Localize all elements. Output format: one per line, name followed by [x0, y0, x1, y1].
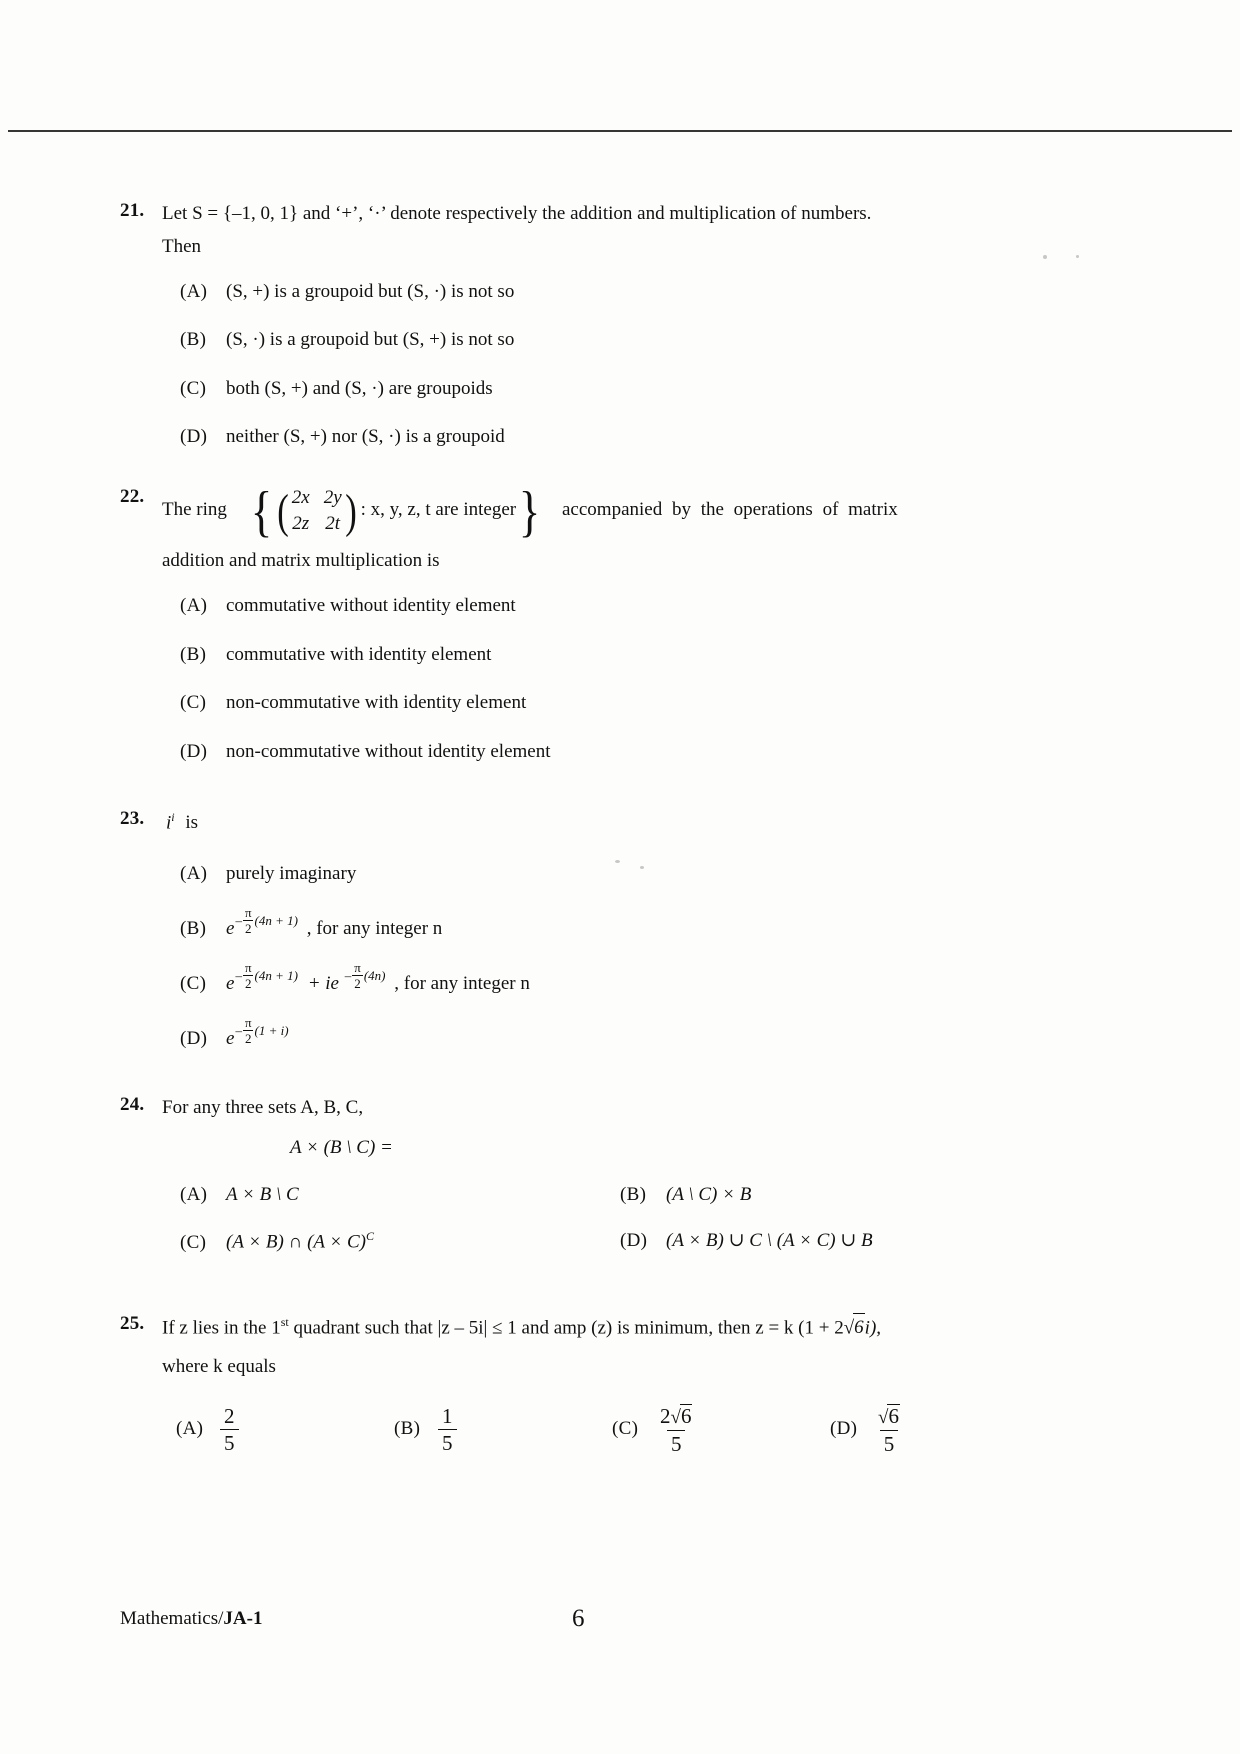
stem-base: i — [166, 812, 172, 834]
option-text — [226, 1227, 600, 1257]
option-label: (C) — [180, 973, 207, 995]
option-label: (B) — [620, 1183, 647, 1205]
sqrt-icon: √ — [670, 1407, 681, 1429]
option-d[interactable] — [620, 1227, 1040, 1257]
option-c[interactable] — [180, 375, 1040, 404]
option-a[interactable] — [176, 1404, 386, 1455]
sqrt-radicand: 6 — [680, 1404, 692, 1429]
question-number: 21. — [120, 200, 145, 221]
sqrt-radicand: 6 — [888, 1404, 899, 1429]
option-label: (D) — [830, 1418, 858, 1440]
options-list — [180, 278, 1040, 452]
stem-exponent: i — [171, 810, 175, 825]
option-label: (A) — [180, 595, 208, 617]
scan-speck — [1076, 255, 1079, 258]
option-label: (D) — [180, 740, 208, 762]
stem-part-2: quadrant such that |z – 5i| ≤ 1 and amp (z) is minimum, then z = k (1 + 2 — [288, 1317, 844, 1339]
option-text: both (S, +) and (S, ·) are groupoids — [226, 377, 493, 399]
matrix-cell-r2c2: 2t — [325, 512, 341, 534]
fraction-denominator: 5 — [880, 1430, 899, 1455]
euler-base: e — [226, 917, 235, 939]
option-text: non-commutative without identity element — [226, 740, 551, 762]
exponent-sign: – — [235, 967, 242, 983]
fraction-numerator: 1 — [442, 1404, 453, 1429]
complement-superscript: C — [365, 1229, 374, 1244]
option-label: (D) — [620, 1230, 648, 1252]
exponent-sign: – — [235, 912, 242, 928]
question-stem-line2: addition and matrix multiplication is — [162, 550, 440, 572]
fraction-numerator: π — [354, 959, 361, 975]
questions-container — [120, 200, 1040, 1485]
option-label: (B) — [180, 329, 207, 351]
sqrt-icon: √ — [843, 1317, 855, 1339]
euler-base: e — [226, 972, 235, 994]
matrix-cell-r1c2: 2y — [323, 486, 342, 508]
question-number: 25. — [120, 1313, 145, 1335]
page-number: 6 — [572, 1605, 585, 1632]
option-a[interactable] — [180, 860, 1040, 889]
matrix-cell-r2c1: 2z — [292, 512, 310, 534]
sqrt-icon: √ — [878, 1407, 889, 1429]
option-label: (A) — [180, 863, 208, 885]
exponent-group: (1 + i) — [254, 1022, 289, 1038]
options-grid — [180, 1181, 1040, 1257]
option-label: (C) — [612, 1418, 639, 1440]
matrix-2x2 — [292, 486, 342, 536]
option-text: A × B \ C — [226, 1183, 299, 1205]
scan-speck — [1043, 255, 1047, 259]
fraction-denominator: 2 — [244, 1030, 252, 1046]
question-24 — [120, 1094, 1040, 1257]
options-list — [180, 592, 1040, 766]
fraction-value — [656, 1404, 696, 1455]
footer-subject — [120, 1608, 262, 1630]
option-b[interactable] — [620, 1181, 1040, 1210]
exponent — [235, 906, 298, 935]
exponent-fraction — [243, 1016, 254, 1045]
option-text — [226, 959, 1040, 999]
euler-base: e — [226, 1027, 235, 1049]
question-23 — [120, 808, 1040, 1054]
question-22 — [120, 480, 1040, 766]
option-text: (A × B) ∪ C \ (A × C) ∪ B — [666, 1230, 873, 1252]
option-label: (D) — [180, 426, 208, 448]
exponential-expression — [226, 959, 298, 999]
option-text — [226, 1014, 1040, 1054]
exponent — [345, 961, 386, 990]
ordinal-superscript: st — [280, 1315, 289, 1330]
option-label: (A) — [180, 280, 208, 302]
option-tail-text: , for any integer n — [306, 917, 443, 939]
option-text — [226, 904, 1040, 944]
option-label: (D) — [180, 1028, 208, 1050]
matrix-condition: : x, y, z, t are integer — [360, 499, 517, 521]
option-text: commutative with identity element — [226, 643, 492, 665]
option-label: (B) — [394, 1418, 421, 1440]
option-b[interactable] — [180, 904, 1040, 944]
option-d[interactable] — [180, 738, 1040, 767]
expression-join: + ie — [307, 972, 339, 994]
option-tail-text: , for any integer n — [394, 972, 530, 994]
option-text: commutative without identity element — [226, 595, 516, 617]
question-stem-prefix: The ring — [162, 499, 227, 521]
fraction-denominator: 5 — [667, 1430, 686, 1455]
question-21 — [120, 200, 1040, 452]
exponent — [235, 961, 298, 990]
fraction-denominator: 5 — [438, 1429, 457, 1454]
exponential-expression-2 — [344, 959, 386, 999]
question-number: 24. — [120, 1093, 145, 1115]
exponent — [235, 1016, 288, 1045]
option-label: (B) — [180, 918, 207, 940]
question-stem: Let S = {–1, 0, 1} and ‘+’, ‘·’ denote respectively the addition and multiplication of numbers. — [162, 203, 872, 224]
option-text: (S, ·) is a groupoid but (S, +) is not so — [226, 329, 515, 351]
option-text: neither (S, +) nor (S, ·) is a groupoid — [226, 426, 505, 448]
footer-subject-label: Mathematics/ — [120, 1608, 224, 1629]
fraction-denominator: 2 — [354, 975, 361, 991]
question-stem: For any three sets A, B, C, — [162, 1096, 364, 1118]
numerator-coefficient: 2 — [660, 1404, 671, 1429]
option-d[interactable] — [830, 1404, 1040, 1455]
option-b[interactable] — [180, 641, 1040, 670]
option-text: non-commutative with identity element — [226, 692, 527, 714]
option-label: (A) — [176, 1418, 204, 1440]
question-stem — [162, 1313, 1040, 1343]
option-c[interactable] — [612, 1404, 822, 1455]
option-label: (B) — [180, 643, 207, 665]
stem-part-3: i), — [864, 1317, 882, 1339]
fraction-numerator: π — [244, 1014, 252, 1030]
option-d[interactable] — [180, 1014, 1040, 1054]
question-stem-suffix: accompanied by the operations of matrix — [561, 499, 898, 521]
option-a[interactable] — [180, 278, 1040, 307]
option-b[interactable] — [394, 1404, 604, 1455]
option-c[interactable] — [180, 689, 1040, 718]
question-number: 23. — [120, 808, 145, 830]
fraction-numerator — [656, 1404, 696, 1430]
question-stem — [166, 808, 1040, 838]
fraction-numerator: π — [244, 959, 252, 975]
option-c[interactable] — [180, 959, 1040, 999]
option-c[interactable] — [180, 1227, 600, 1257]
exponent-group: (4n) — [363, 967, 386, 983]
matrix-set-expression: { ( 2x 2y 2z 2t ) : x, y, z, t are integer } — [250, 480, 541, 543]
option-text: (S, +) is a groupoid but (S, ·) is not so — [226, 280, 515, 302]
fraction-numerator: π — [244, 904, 252, 920]
fraction-value — [874, 1404, 904, 1455]
sqrt-radicand: 6 — [853, 1313, 865, 1343]
option-label: (C) — [180, 377, 207, 399]
option-label: (C) — [180, 1231, 207, 1253]
stem-tail: is — [185, 812, 199, 834]
options-list — [180, 860, 1040, 1054]
question-number: 22. — [120, 485, 145, 507]
footer-paper-code: JA-1 — [223, 1608, 263, 1629]
option-text: purely imaginary — [226, 863, 357, 885]
question-stem — [162, 480, 1040, 543]
option-label: (C) — [180, 692, 207, 714]
stem-part-1: If z lies in the 1 — [162, 1317, 281, 1339]
exponent-group: (4n + 1) — [254, 967, 298, 983]
fraction-numerator — [874, 1404, 904, 1430]
exponential-expression — [226, 904, 298, 944]
option-text: (A \ C) × B — [666, 1183, 752, 1205]
option-expression: (A × B) ∩ (A × C) — [226, 1231, 366, 1253]
exponent-sign: – — [235, 1022, 242, 1038]
option-d[interactable] — [180, 423, 1040, 452]
fraction-value — [438, 1405, 457, 1454]
centered-equation: A × (B \ C) = — [290, 1136, 393, 1158]
option-a[interactable] — [180, 1181, 600, 1210]
exponent-fraction — [352, 961, 363, 990]
option-a[interactable] — [180, 592, 1040, 621]
exponent-fraction — [243, 961, 254, 990]
exponent-group: (4n + 1) — [254, 912, 298, 928]
exponent-sign: – — [344, 967, 352, 983]
question-25 — [120, 1313, 1040, 1455]
options-grid — [176, 1404, 1040, 1455]
fraction-numerator: 2 — [224, 1404, 235, 1429]
fraction-denominator: 2 — [244, 920, 252, 936]
fraction-denominator: 5 — [220, 1429, 239, 1454]
fraction-denominator: 2 — [244, 975, 252, 991]
question-stem-line2: Then — [162, 235, 202, 257]
matrix-cell-r1c1: 2x — [291, 486, 310, 508]
exponent-fraction — [243, 906, 254, 935]
option-label: (A) — [180, 1183, 208, 1205]
header-divider-rule — [8, 130, 1232, 132]
exponential-expression — [226, 1014, 289, 1054]
fraction-value — [220, 1405, 239, 1454]
question-stem-line2: where k equals — [162, 1356, 276, 1378]
option-b[interactable] — [180, 326, 1040, 355]
